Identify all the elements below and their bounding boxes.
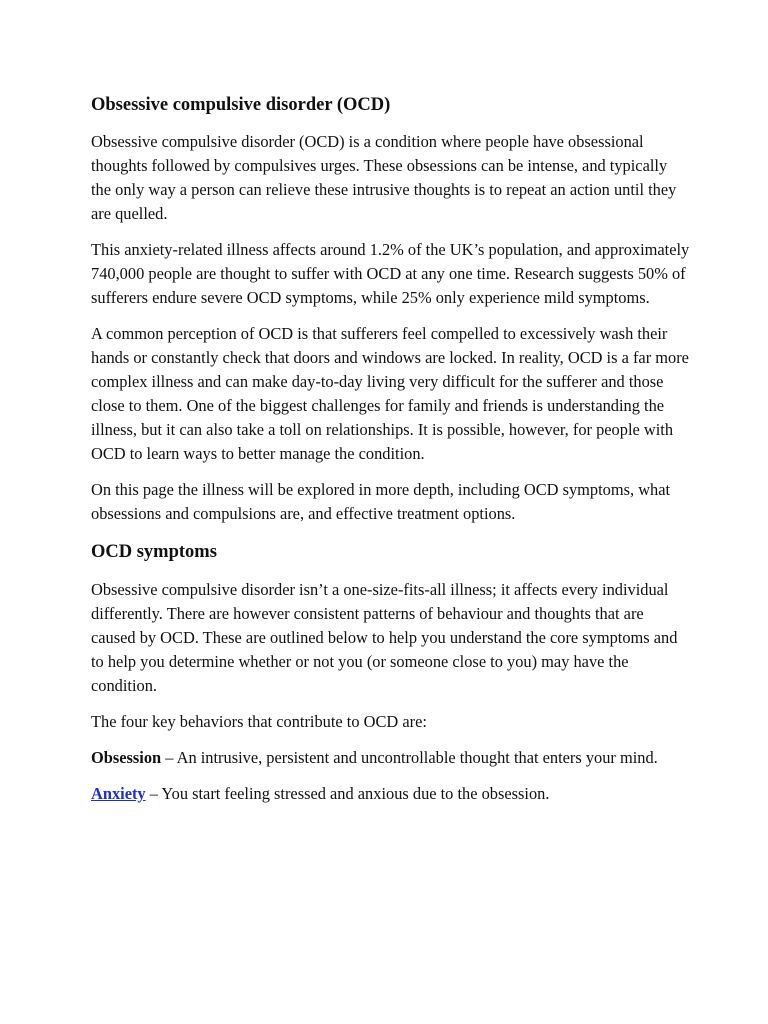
symptoms-paragraph-2: The four key behaviors that contribute to OCD are: (91, 712, 427, 731)
behavior-description-obsession: – An intrusive, persistent and uncontrollable thought that enters your mind. (161, 748, 658, 767)
behavior-item-obsession (91, 746, 691, 770)
section-heading-symptoms: OCD symptoms (91, 542, 217, 562)
behavior-description-anxiety: – You start feeling stressed and anxious due to the obsession. (145, 784, 550, 803)
intro-paragraph-3: A common perception of OCD is that sufferers feel compelled to excessively wash their hands or constantly check that doors and windows are locked. In reality, OCD is a far more complex illness and can make day-to-day living very difficult for the sufferer and those close to them. One of the biggest challenges for family and friends is understanding the illness, but it can also take a toll on relationships. It is possible, however, for people with OCD to learn ways to better manage the condition. (91, 324, 689, 463)
behavior-term-obsession: Obsession (91, 748, 162, 767)
document-page (91, 92, 691, 818)
behavior-item-anxiety (91, 782, 691, 806)
anxiety-link[interactable]: Anxiety (91, 784, 146, 803)
intro-paragraph-1: Obsessive compulsive disorder (OCD) is a condition where people have obsessional thoughts followed by compulsives urges. These obsessions can be intense, and typically the only way a person can relieve these intrusive thoughts is to repeat an action until they are quelled. (91, 132, 677, 223)
intro-paragraph-2: This anxiety-related illness affects around 1.2% of the UK’s population, and approximately 740,000 people are thought to suffer with OCD at any one time. Research suggests 50% of sufferers endure severe OCD symptoms, while 25% only experience mild symptoms. (91, 240, 690, 307)
symptoms-paragraph-1: Obsessive compulsive disorder isn’t a one-size-fits-all illness; it affects every individual differently. There are however consistent patterns of behaviour and thoughts that are caused by OCD. These are outlined below to help you understand the core symptoms and to help you determine whether or not you (or someone close to you) may have the condition. (91, 580, 678, 695)
intro-paragraph-4: On this page the illness will be explored in more depth, including OCD symptoms, what obsessions and compulsions are, and effective treatment options. (91, 480, 671, 523)
page-title: Obsessive compulsive disorder (OCD) (91, 95, 391, 115)
